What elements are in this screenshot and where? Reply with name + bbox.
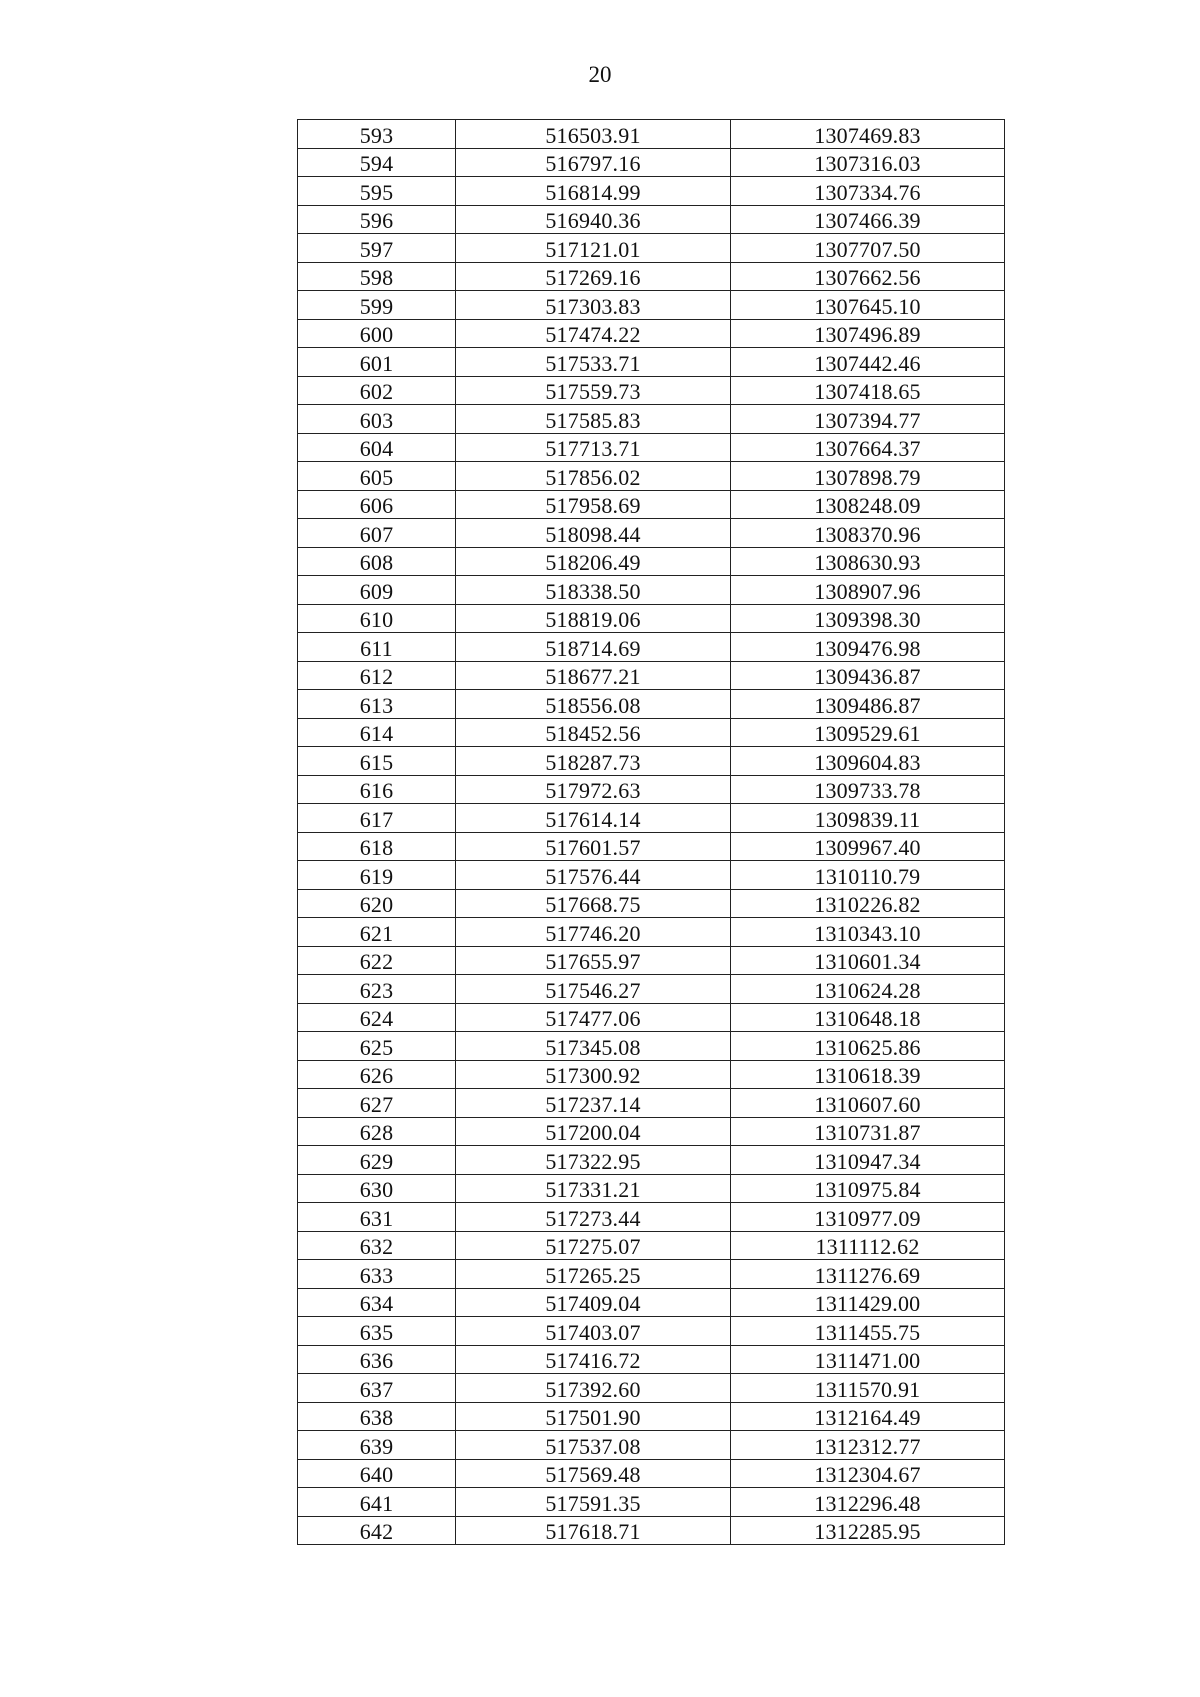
point-number-cell: 636 xyxy=(298,1345,456,1374)
table-row xyxy=(298,1459,1005,1488)
table-row xyxy=(298,889,1005,918)
table-row xyxy=(298,348,1005,377)
x-coordinate-cell: 517601.57 xyxy=(456,832,731,861)
x-coordinate-cell: 517275.07 xyxy=(456,1231,731,1260)
y-coordinate-cell: 1312296.48 xyxy=(731,1488,1005,1517)
table-row xyxy=(298,1089,1005,1118)
table-row xyxy=(298,205,1005,234)
table-row xyxy=(298,1117,1005,1146)
point-number-cell: 597 xyxy=(298,234,456,263)
point-number-cell: 640 xyxy=(298,1459,456,1488)
y-coordinate-cell: 1310625.86 xyxy=(731,1032,1005,1061)
table-row xyxy=(298,1003,1005,1032)
x-coordinate-cell: 517403.07 xyxy=(456,1317,731,1346)
point-number-cell: 608 xyxy=(298,547,456,576)
table-row xyxy=(298,120,1005,149)
x-coordinate-cell: 517300.92 xyxy=(456,1060,731,1089)
x-coordinate-cell: 517416.72 xyxy=(456,1345,731,1374)
point-number-cell: 616 xyxy=(298,775,456,804)
table-row xyxy=(298,946,1005,975)
point-number-cell: 620 xyxy=(298,889,456,918)
table-row xyxy=(298,376,1005,405)
x-coordinate-cell: 517303.83 xyxy=(456,291,731,320)
x-coordinate-cell: 517585.83 xyxy=(456,405,731,434)
x-coordinate-cell: 517200.04 xyxy=(456,1117,731,1146)
x-coordinate-cell: 517655.97 xyxy=(456,946,731,975)
x-coordinate-cell: 517614.14 xyxy=(456,804,731,833)
y-coordinate-cell: 1310648.18 xyxy=(731,1003,1005,1032)
x-coordinate-cell: 517591.35 xyxy=(456,1488,731,1517)
point-number-cell: 598 xyxy=(298,262,456,291)
x-coordinate-cell: 517618.71 xyxy=(456,1516,731,1545)
table-row xyxy=(298,576,1005,605)
x-coordinate-cell: 518287.73 xyxy=(456,747,731,776)
point-number-cell: 630 xyxy=(298,1174,456,1203)
point-number-cell: 612 xyxy=(298,661,456,690)
point-number-cell: 600 xyxy=(298,319,456,348)
table-row xyxy=(298,1317,1005,1346)
x-coordinate-cell: 517474.22 xyxy=(456,319,731,348)
x-coordinate-cell: 517409.04 xyxy=(456,1288,731,1317)
y-coordinate-cell: 1309604.83 xyxy=(731,747,1005,776)
table-row xyxy=(298,177,1005,206)
table-row xyxy=(298,832,1005,861)
table-row xyxy=(298,1402,1005,1431)
x-coordinate-cell: 517273.44 xyxy=(456,1203,731,1232)
x-coordinate-cell: 518819.06 xyxy=(456,604,731,633)
y-coordinate-cell: 1308907.96 xyxy=(731,576,1005,605)
x-coordinate-cell: 517569.48 xyxy=(456,1459,731,1488)
y-coordinate-cell: 1307664.37 xyxy=(731,433,1005,462)
x-coordinate-cell: 517533.71 xyxy=(456,348,731,377)
coordinates-table xyxy=(297,119,1005,1545)
table-row xyxy=(298,148,1005,177)
table-row xyxy=(298,690,1005,719)
point-number-cell: 633 xyxy=(298,1260,456,1289)
x-coordinate-cell: 518677.21 xyxy=(456,661,731,690)
point-number-cell: 627 xyxy=(298,1089,456,1118)
y-coordinate-cell: 1311112.62 xyxy=(731,1231,1005,1260)
table-row xyxy=(298,1146,1005,1175)
x-coordinate-cell: 517713.71 xyxy=(456,433,731,462)
y-coordinate-cell: 1307662.56 xyxy=(731,262,1005,291)
y-coordinate-cell: 1309486.87 xyxy=(731,690,1005,719)
y-coordinate-cell: 1312164.49 xyxy=(731,1402,1005,1431)
point-number-cell: 628 xyxy=(298,1117,456,1146)
x-coordinate-cell: 517856.02 xyxy=(456,462,731,491)
x-coordinate-cell: 517972.63 xyxy=(456,775,731,804)
y-coordinate-cell: 1307418.65 xyxy=(731,376,1005,405)
point-number-cell: 632 xyxy=(298,1231,456,1260)
table-row xyxy=(298,718,1005,747)
point-number-cell: 619 xyxy=(298,861,456,890)
table-row xyxy=(298,633,1005,662)
table-row xyxy=(298,918,1005,947)
table-row xyxy=(298,1345,1005,1374)
table-row xyxy=(298,262,1005,291)
table-row xyxy=(298,1060,1005,1089)
coordinates-table-body xyxy=(298,120,1005,1545)
x-coordinate-cell: 516797.16 xyxy=(456,148,731,177)
point-number-cell: 596 xyxy=(298,205,456,234)
y-coordinate-cell: 1308630.93 xyxy=(731,547,1005,576)
x-coordinate-cell: 517537.08 xyxy=(456,1431,731,1460)
y-coordinate-cell: 1309529.61 xyxy=(731,718,1005,747)
table-row xyxy=(298,1231,1005,1260)
y-coordinate-cell: 1310731.87 xyxy=(731,1117,1005,1146)
table-row xyxy=(298,519,1005,548)
table-row xyxy=(298,861,1005,890)
table-row xyxy=(298,1431,1005,1460)
y-coordinate-cell: 1311455.75 xyxy=(731,1317,1005,1346)
point-number-cell: 634 xyxy=(298,1288,456,1317)
x-coordinate-cell: 517546.27 xyxy=(456,975,731,1004)
point-number-cell: 594 xyxy=(298,148,456,177)
table-row xyxy=(298,405,1005,434)
table-row xyxy=(298,804,1005,833)
y-coordinate-cell: 1309733.78 xyxy=(731,775,1005,804)
table-row xyxy=(298,747,1005,776)
y-coordinate-cell: 1310624.28 xyxy=(731,975,1005,1004)
point-number-cell: 623 xyxy=(298,975,456,1004)
point-number-cell: 595 xyxy=(298,177,456,206)
table-row xyxy=(298,1288,1005,1317)
table-row xyxy=(298,490,1005,519)
table-row xyxy=(298,291,1005,320)
y-coordinate-cell: 1309839.11 xyxy=(731,804,1005,833)
table-row xyxy=(298,661,1005,690)
point-number-cell: 635 xyxy=(298,1317,456,1346)
table-row xyxy=(298,234,1005,263)
y-coordinate-cell: 1307316.03 xyxy=(731,148,1005,177)
page-number: 20 xyxy=(588,62,612,87)
table-row xyxy=(298,1374,1005,1403)
y-coordinate-cell: 1307442.46 xyxy=(731,348,1005,377)
point-number-cell: 624 xyxy=(298,1003,456,1032)
x-coordinate-cell: 517477.06 xyxy=(456,1003,731,1032)
x-coordinate-cell: 518556.08 xyxy=(456,690,731,719)
point-number-cell: 617 xyxy=(298,804,456,833)
point-number-cell: 618 xyxy=(298,832,456,861)
y-coordinate-cell: 1307496.89 xyxy=(731,319,1005,348)
x-coordinate-cell: 517269.16 xyxy=(456,262,731,291)
y-coordinate-cell: 1310618.39 xyxy=(731,1060,1005,1089)
y-coordinate-cell: 1312285.95 xyxy=(731,1516,1005,1545)
y-coordinate-cell: 1308248.09 xyxy=(731,490,1005,519)
x-coordinate-cell: 517958.69 xyxy=(456,490,731,519)
y-coordinate-cell: 1307334.76 xyxy=(731,177,1005,206)
point-number-cell: 610 xyxy=(298,604,456,633)
x-coordinate-cell: 517746.20 xyxy=(456,918,731,947)
point-number-cell: 599 xyxy=(298,291,456,320)
y-coordinate-cell: 1307469.83 xyxy=(731,120,1005,149)
point-number-cell: 626 xyxy=(298,1060,456,1089)
y-coordinate-cell: 1312312.77 xyxy=(731,1431,1005,1460)
x-coordinate-cell: 516814.99 xyxy=(456,177,731,206)
table-row xyxy=(298,433,1005,462)
x-coordinate-cell: 517501.90 xyxy=(456,1402,731,1431)
point-number-cell: 611 xyxy=(298,633,456,662)
table-row xyxy=(298,1174,1005,1203)
point-number-cell: 614 xyxy=(298,718,456,747)
table-row xyxy=(298,1516,1005,1545)
point-number-cell: 601 xyxy=(298,348,456,377)
x-coordinate-cell: 517322.95 xyxy=(456,1146,731,1175)
y-coordinate-cell: 1311429.00 xyxy=(731,1288,1005,1317)
x-coordinate-cell: 518714.69 xyxy=(456,633,731,662)
y-coordinate-cell: 1310947.34 xyxy=(731,1146,1005,1175)
point-number-cell: 602 xyxy=(298,376,456,405)
table-row xyxy=(298,604,1005,633)
y-coordinate-cell: 1307466.39 xyxy=(731,205,1005,234)
x-coordinate-cell: 517668.75 xyxy=(456,889,731,918)
point-number-cell: 607 xyxy=(298,519,456,548)
table-row xyxy=(298,1488,1005,1517)
table-row xyxy=(298,1032,1005,1061)
y-coordinate-cell: 1309476.98 xyxy=(731,633,1005,662)
x-coordinate-cell: 517576.44 xyxy=(456,861,731,890)
y-coordinate-cell: 1309398.30 xyxy=(731,604,1005,633)
point-number-cell: 637 xyxy=(298,1374,456,1403)
y-coordinate-cell: 1312304.67 xyxy=(731,1459,1005,1488)
table-row xyxy=(298,462,1005,491)
y-coordinate-cell: 1310343.10 xyxy=(731,918,1005,947)
x-coordinate-cell: 518206.49 xyxy=(456,547,731,576)
y-coordinate-cell: 1310607.60 xyxy=(731,1089,1005,1118)
point-number-cell: 642 xyxy=(298,1516,456,1545)
point-number-cell: 641 xyxy=(298,1488,456,1517)
y-coordinate-cell: 1309436.87 xyxy=(731,661,1005,690)
y-coordinate-cell: 1310226.82 xyxy=(731,889,1005,918)
x-coordinate-cell: 517121.01 xyxy=(456,234,731,263)
y-coordinate-cell: 1307898.79 xyxy=(731,462,1005,491)
point-number-cell: 621 xyxy=(298,918,456,947)
table-row xyxy=(298,1203,1005,1232)
point-number-cell: 639 xyxy=(298,1431,456,1460)
table-row xyxy=(298,1260,1005,1289)
table-row xyxy=(298,775,1005,804)
y-coordinate-cell: 1311276.69 xyxy=(731,1260,1005,1289)
x-coordinate-cell: 517265.25 xyxy=(456,1260,731,1289)
point-number-cell: 609 xyxy=(298,576,456,605)
table-row xyxy=(298,547,1005,576)
point-number-cell: 593 xyxy=(298,120,456,149)
x-coordinate-cell: 518338.50 xyxy=(456,576,731,605)
y-coordinate-cell: 1310110.79 xyxy=(731,861,1005,890)
y-coordinate-cell: 1308370.96 xyxy=(731,519,1005,548)
point-number-cell: 604 xyxy=(298,433,456,462)
point-number-cell: 625 xyxy=(298,1032,456,1061)
table-row xyxy=(298,975,1005,1004)
x-coordinate-cell: 518452.56 xyxy=(456,718,731,747)
point-number-cell: 629 xyxy=(298,1146,456,1175)
point-number-cell: 613 xyxy=(298,690,456,719)
y-coordinate-cell: 1311570.91 xyxy=(731,1374,1005,1403)
x-coordinate-cell: 517392.60 xyxy=(456,1374,731,1403)
x-coordinate-cell: 517559.73 xyxy=(456,376,731,405)
x-coordinate-cell: 517331.21 xyxy=(456,1174,731,1203)
point-number-cell: 631 xyxy=(298,1203,456,1232)
point-number-cell: 638 xyxy=(298,1402,456,1431)
point-number-cell: 606 xyxy=(298,490,456,519)
x-coordinate-cell: 517237.14 xyxy=(456,1089,731,1118)
point-number-cell: 605 xyxy=(298,462,456,491)
y-coordinate-cell: 1307707.50 xyxy=(731,234,1005,263)
x-coordinate-cell: 518098.44 xyxy=(456,519,731,548)
y-coordinate-cell: 1310977.09 xyxy=(731,1203,1005,1232)
y-coordinate-cell: 1309967.40 xyxy=(731,832,1005,861)
y-coordinate-cell: 1310601.34 xyxy=(731,946,1005,975)
point-number-cell: 622 xyxy=(298,946,456,975)
y-coordinate-cell: 1307394.77 xyxy=(731,405,1005,434)
x-coordinate-cell: 517345.08 xyxy=(456,1032,731,1061)
table-row xyxy=(298,319,1005,348)
point-number-cell: 615 xyxy=(298,747,456,776)
y-coordinate-cell: 1311471.00 xyxy=(731,1345,1005,1374)
x-coordinate-cell: 516940.36 xyxy=(456,205,731,234)
y-coordinate-cell: 1307645.10 xyxy=(731,291,1005,320)
y-coordinate-cell: 1310975.84 xyxy=(731,1174,1005,1203)
x-coordinate-cell: 516503.91 xyxy=(456,120,731,149)
point-number-cell: 603 xyxy=(298,405,456,434)
